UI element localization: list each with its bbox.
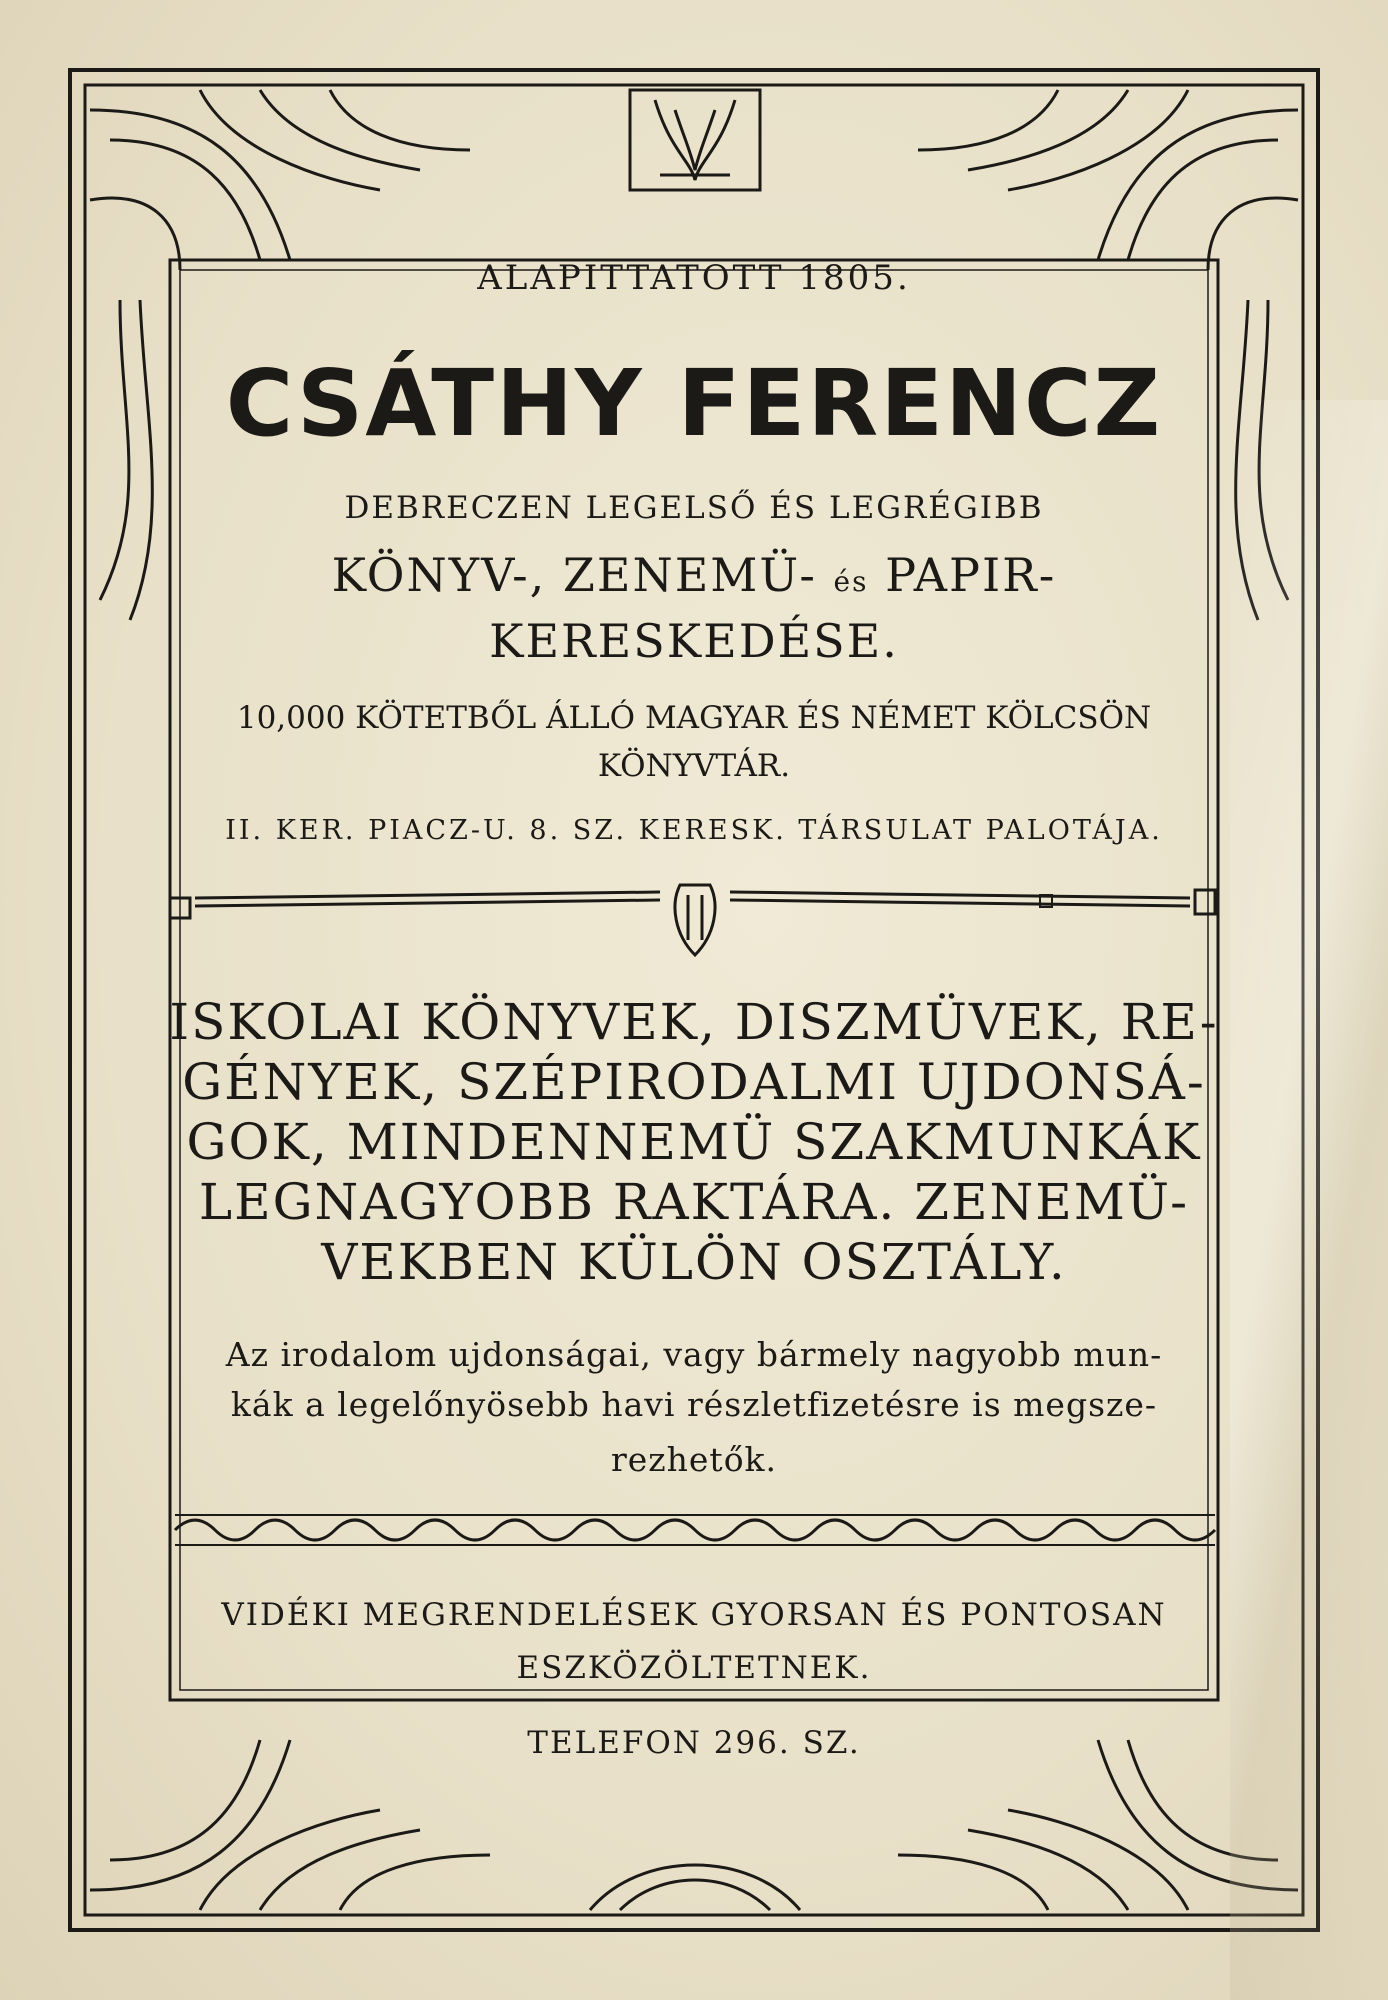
phone-line: TELEFON 296. SZ. bbox=[527, 1725, 861, 1761]
stock-line2: GÉNYEK, SZÉPIRODALMI UJDONSÁ- bbox=[182, 1053, 1206, 1111]
subtitle-line2-a: KÖNYV-, ZENEMÜ- bbox=[331, 548, 817, 602]
subtitle-line2-b: és bbox=[833, 565, 869, 598]
library-line2: KÖNYVTÁR. bbox=[597, 748, 791, 784]
stock-line4: LEGNAGYOBB RAKTÁRA. ZENEMÜ- bbox=[198, 1173, 1190, 1231]
founded-line: ALAPITTATOTT 1805. bbox=[477, 258, 911, 298]
orders-line2: ESZKÖZÖLTETNEK. bbox=[516, 1650, 872, 1686]
stock-line3: GOK, MINDENNEMÜ SZAKMUNKÁK bbox=[186, 1113, 1202, 1171]
installments-line2: kák a legelőnyösebb havi részletfizetésre is megsze- bbox=[230, 1385, 1158, 1424]
company-name: CSÁTHY FERENCZ bbox=[225, 350, 1163, 457]
address-line: II. KER. PIACZ-U. 8. SZ. KERESK. TÁRSULAT PALOTÁJA. bbox=[225, 815, 1163, 846]
subtitle-line2-c: PAPIR- bbox=[885, 548, 1057, 602]
installments-line3: rezhetők. bbox=[610, 1440, 778, 1479]
stock-line1: ISKOLAI KÖNYVEK, DISZMÜVEK, RE- bbox=[169, 993, 1219, 1051]
installments-line1: Az irodalom ujdonságai, vagy bármely nagyobb mun- bbox=[225, 1335, 1163, 1374]
library-line1: 10,000 KÖTETBŐL ÁLLÓ MAGYAR ÉS NÉMET KÖLCSÖN bbox=[236, 700, 1152, 736]
subtitle-line2 bbox=[0, 548, 1388, 602]
orders-line1: VIDÉKI MEGRENDELÉSEK GYORSAN ÉS PONTOSAN bbox=[221, 1597, 1167, 1633]
stock-line5: VEKBEN KÜLÖN OSZTÁLY. bbox=[321, 1233, 1067, 1291]
subtitle-line1: DEBRECZEN LEGELSŐ ÉS LEGRÉGIBB bbox=[344, 490, 1044, 526]
subtitle-line3: KERESKEDÉSE. bbox=[489, 614, 899, 668]
